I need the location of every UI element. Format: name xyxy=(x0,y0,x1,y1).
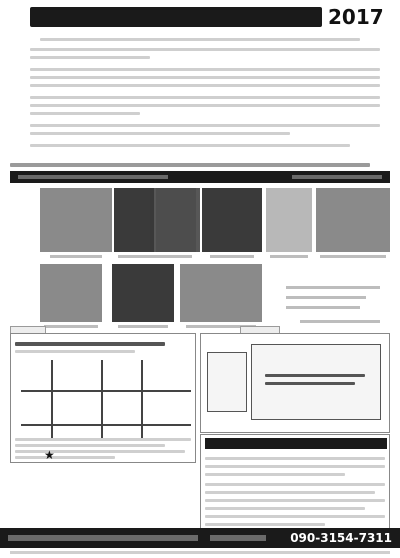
map-road xyxy=(21,424,191,426)
recruitment-line xyxy=(205,465,385,468)
performer-photo xyxy=(40,188,112,252)
performer-caption xyxy=(270,255,308,258)
access-note xyxy=(15,450,185,453)
program-list-line xyxy=(300,320,380,323)
recruitment-line xyxy=(205,491,375,494)
access-map xyxy=(10,333,196,463)
flyer-title-year: 2017 xyxy=(328,5,384,29)
program-list-line xyxy=(286,286,380,289)
contact-label xyxy=(210,535,266,541)
sponsor-line xyxy=(10,160,390,170)
footer-sponsors xyxy=(10,551,390,554)
exhibitor-recruitment xyxy=(200,434,390,534)
performer-photo xyxy=(112,264,174,322)
organizer-name xyxy=(8,535,198,541)
intro-line xyxy=(30,132,290,135)
performer-photo xyxy=(40,264,102,322)
flyer-title xyxy=(0,4,400,30)
performer-photo xyxy=(316,188,390,252)
map-road xyxy=(141,360,143,440)
intro-line xyxy=(30,68,380,71)
program-list-line xyxy=(286,306,360,309)
onstage-banner xyxy=(10,171,390,183)
onstage-banner-note xyxy=(292,175,382,179)
intro-line xyxy=(30,84,380,87)
performer-photo xyxy=(150,188,200,252)
intro-line xyxy=(30,104,380,107)
performer-caption xyxy=(118,255,192,258)
venue-room-label xyxy=(265,382,355,385)
recruitment-line xyxy=(205,499,385,502)
access-note xyxy=(15,438,191,441)
access-note xyxy=(15,456,115,459)
intro-line xyxy=(30,112,140,115)
intro-line xyxy=(30,56,150,59)
recruitment-line xyxy=(205,473,345,476)
program-list-line xyxy=(286,296,366,299)
map-road xyxy=(51,360,53,440)
recruitment-line xyxy=(205,523,325,526)
map-road xyxy=(101,360,103,440)
intro-line xyxy=(40,38,360,41)
venue-room xyxy=(207,352,247,412)
venue-room-label xyxy=(265,374,365,377)
contact-bar xyxy=(0,528,400,548)
recruitment-line xyxy=(205,515,385,518)
access-note xyxy=(15,444,165,447)
intro-line xyxy=(30,144,350,147)
performer-caption xyxy=(50,255,102,258)
performer-caption xyxy=(118,325,168,328)
venue-name xyxy=(15,342,165,346)
venue-address xyxy=(15,350,135,353)
venue-layout-map xyxy=(200,333,390,433)
recruitment-line xyxy=(205,457,385,460)
performer-photo xyxy=(266,188,312,252)
performer-photo xyxy=(114,188,154,252)
flyer-title-text xyxy=(30,7,322,27)
exhibitor-recruitment-header xyxy=(205,438,387,449)
onstage-banner-title xyxy=(18,175,168,179)
intro-line xyxy=(30,48,380,51)
contact-phone: 090-3154-7311 xyxy=(290,531,392,545)
recruitment-line xyxy=(205,507,365,510)
intro-line xyxy=(30,96,380,99)
intro-line xyxy=(30,124,380,127)
recruitment-line xyxy=(205,483,385,486)
performer-caption xyxy=(210,255,254,258)
performer-photo xyxy=(180,264,262,322)
performer-photo xyxy=(202,188,262,252)
venue-location-marker: ★ xyxy=(44,448,55,462)
map-road xyxy=(21,390,191,392)
sponsor-line-placeholder xyxy=(10,163,370,167)
performer-caption xyxy=(320,255,386,258)
intro-line xyxy=(30,76,380,79)
performer-caption xyxy=(44,325,98,328)
